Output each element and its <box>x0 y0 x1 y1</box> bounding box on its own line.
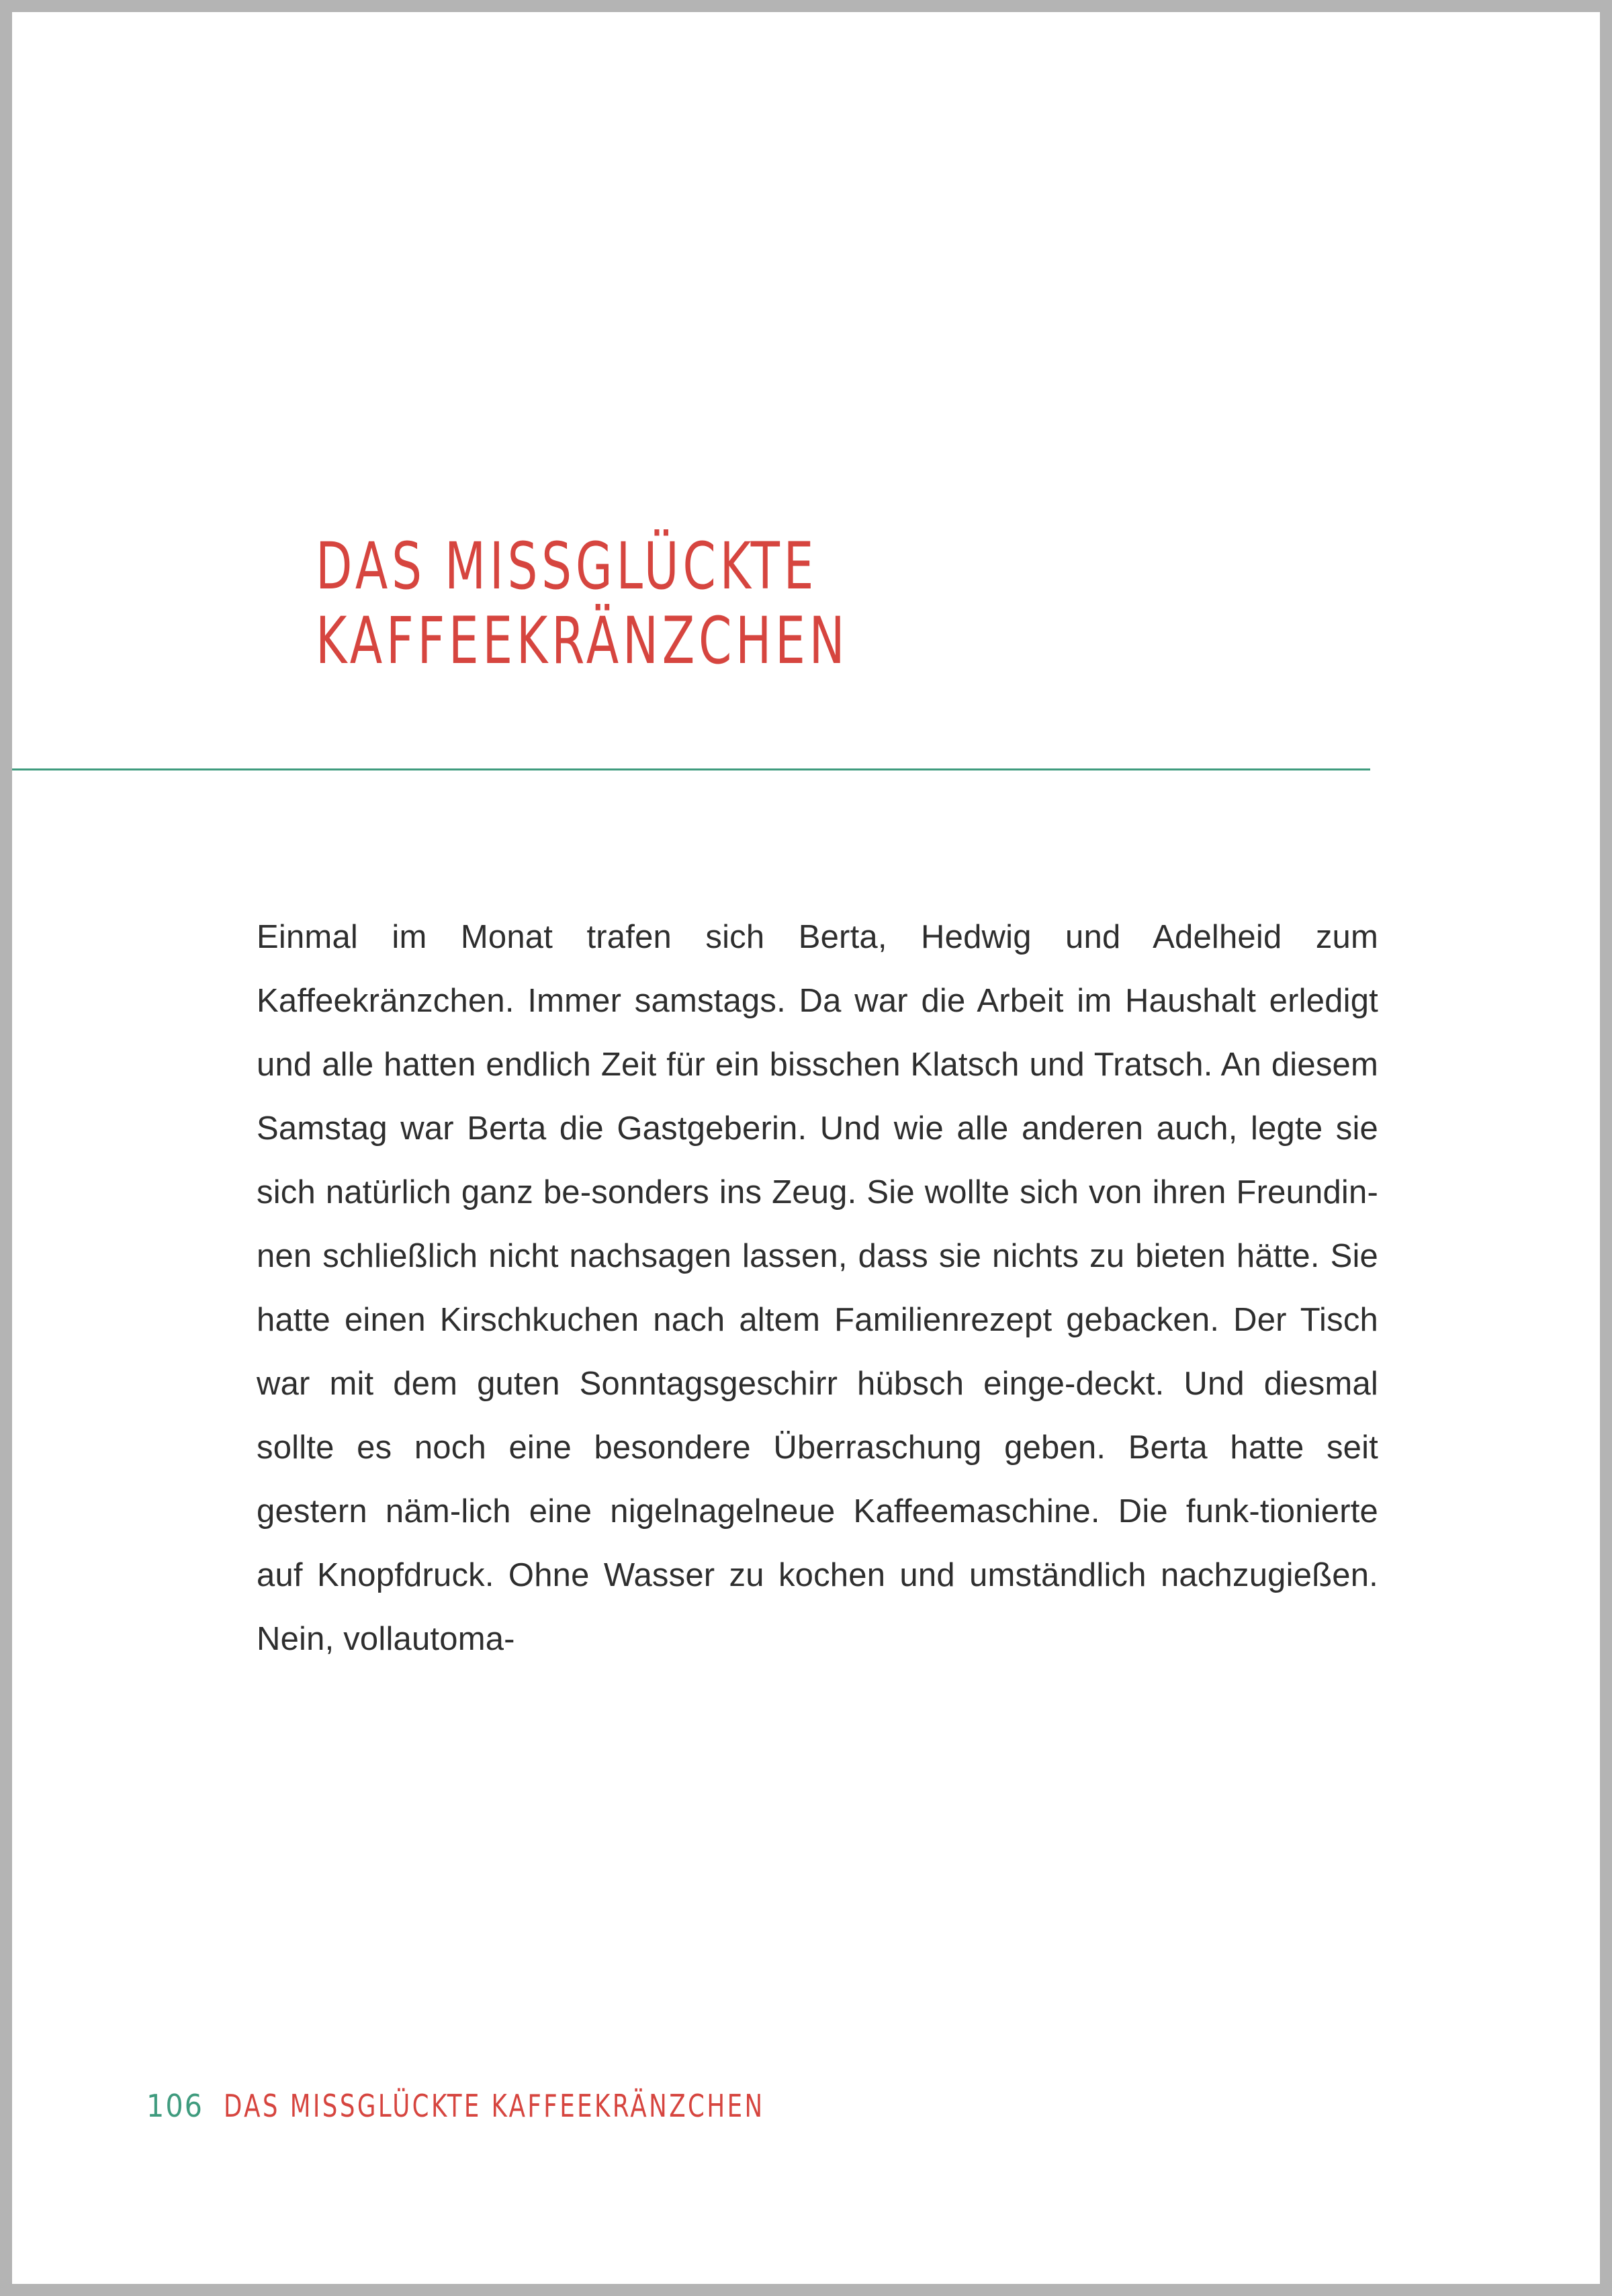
book-page <box>12 12 1600 2284</box>
running-head: DAS MISSGLÜCKTE KAFFEEKRÄNZCHEN <box>223 2088 765 2124</box>
page-number: 106 <box>146 2088 204 2124</box>
body-paragraph: Einmal im Monat trafen sich Berta, Hedwig und Adelheid zum Kaffeekränzchen. Immer samstags. Da war die Arbeit im Haushalt erledigt und alle hatten endlich Zeit für ein bisschen Klatsch und Tratsch. An diesem Samstag war Berta die Gastgeberin. Und wie alle anderen auch, legte sie sich natürlich ganz be-sonders ins Zeug. Sie wollte sich von ihren Freundin-nen schließlich nicht nachsagen lassen, dass sie nichts zu bieten hätte. Sie hatte einen Kirschkuchen nach altem Familienrezept gebacken. Der Tisch war mit dem guten Sonntagsgeschirr hübsch einge-deckt. Und diesmal sollte es noch eine besondere Überraschung geben. Berta hatte seit gestern näm-lich eine nigelnagelneue Kaffeemaschine. Die funk-tionierte auf Knopfdruck. Ohne Wasser zu kochen und umständlich nachzugießen. Nein, vollautoma- <box>257 919 1378 1657</box>
page-title: DAS MISSGLÜCKTE KAFFEEKRÄNZCHEN <box>316 529 849 679</box>
page-footer <box>146 2088 853 2124</box>
chapter-title-block <box>316 529 1390 679</box>
body-text-block <box>257 906 1378 1671</box>
header-divider <box>12 768 1370 770</box>
